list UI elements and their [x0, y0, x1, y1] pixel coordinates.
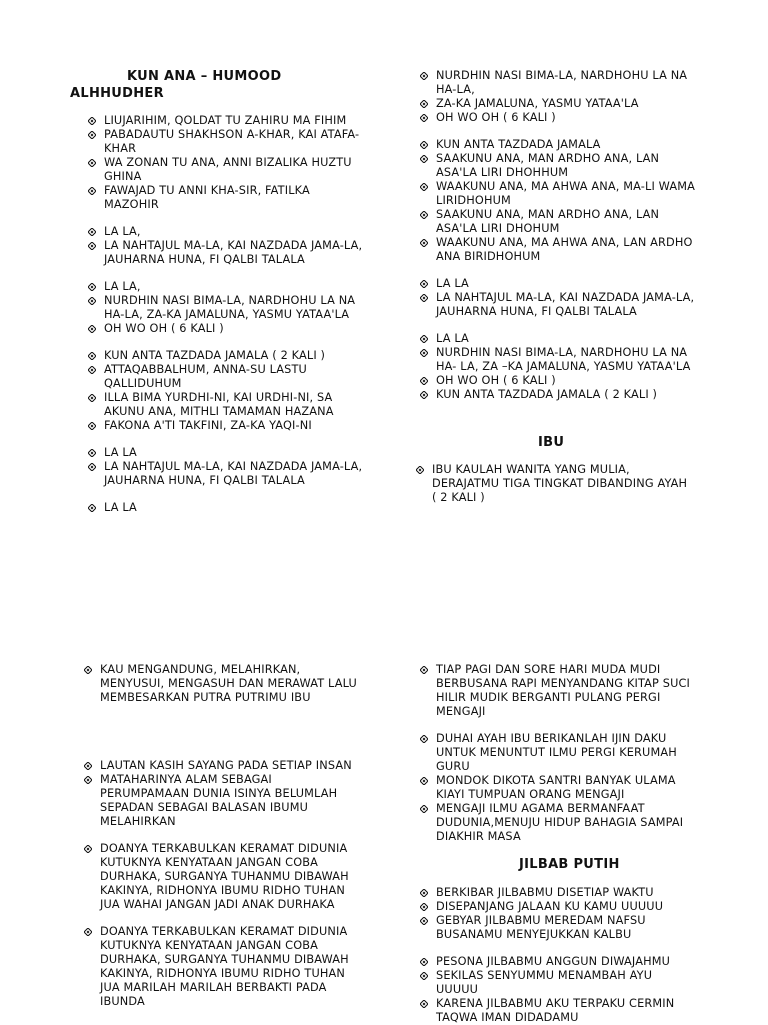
diamond-bullet-icon: [88, 352, 96, 360]
lyric-line: OH WO OH ( 6 KALI ): [436, 111, 556, 124]
lyrics-list: [414, 463, 724, 505]
diamond-bullet-icon: [420, 735, 428, 743]
list-item: [86, 184, 386, 212]
list-item: [82, 773, 382, 829]
lyric-line: WA ZONAN TU ANA, ANNI BIZALIKA HUZTU GHINA: [104, 156, 352, 183]
list-item: [86, 114, 386, 128]
lyric-line: DISEPANJANG JALAAN KU KAMU UUUUU: [436, 900, 664, 913]
list-item: [418, 332, 718, 346]
diamond-bullet-icon: [88, 504, 96, 512]
diamond-bullet-icon: [420, 666, 428, 674]
diamond-bullet-icon: [420, 100, 428, 108]
lyric-line: TIAP PAGI DAN SORE HARI MUDA MUDI BERBUSANA RAPI MENYANDANG KITAP SUCI HILIR MUDIK BERGANTI PULANG PERGI MENGAJI: [436, 663, 691, 718]
lyric-line: LAUTAN KASIH SAYANG PADA SETIAP INSAN: [100, 759, 352, 772]
song-title-ibu: IBU: [538, 435, 565, 450]
diamond-bullet-icon: [420, 972, 428, 980]
lyric-line: FAWAJAD TU ANNI KHA-SIR, FATILKA MAZOHIR: [104, 184, 310, 211]
list-item: [418, 802, 718, 844]
list-item: [82, 925, 382, 1009]
list-item: [82, 663, 382, 705]
diamond-bullet-icon: [420, 211, 428, 219]
lyric-line: WAAKUNU ANA, MA AHWA ANA, MA-LI WAMA LIRIDHOHUM: [436, 180, 696, 207]
diamond-bullet-icon: [420, 917, 428, 925]
list-item: [86, 501, 386, 515]
lyric-line: LA NAHTAJUL MA-LA, KAI NAZDADA JAMA-LA, JAUHARNA HUNA, FI QALBI TALALA: [104, 239, 363, 266]
diamond-bullet-icon: [84, 845, 92, 853]
list-item: [86, 363, 386, 391]
diamond-bullet-icon: [88, 394, 96, 402]
diamond-bullet-icon: [420, 72, 428, 80]
diamond-bullet-icon: [420, 805, 428, 813]
list-item: [418, 97, 718, 111]
list-item: [418, 886, 718, 900]
list-item: [418, 388, 718, 402]
diamond-bullet-icon: [420, 903, 428, 911]
list-item: [418, 774, 718, 802]
lyrics-column-jilbab: [418, 886, 718, 1025]
list-item: [86, 128, 386, 156]
diamond-bullet-icon: [88, 131, 96, 139]
list-item: [86, 446, 386, 460]
list-item: [418, 346, 718, 374]
diamond-bullet-icon: [420, 294, 428, 302]
list-item: [86, 349, 386, 363]
lyrics-column-p2-right: [418, 663, 718, 844]
lyric-line: DUHAI AYAH IBU BERIKANLAH IJIN DAKU UNTUK MENUNTUT ILMU PERGI KERUMAH GURU: [436, 732, 677, 773]
lyrics-list: [418, 663, 718, 844]
lyrics-list: [82, 663, 382, 1009]
diamond-bullet-icon: [88, 366, 96, 374]
diamond-bullet-icon: [88, 463, 96, 471]
lyric-line: SAAKUNU ANA, MAN ARDHO ANA, LAN ASA'LA LIRI DHOHHUM: [436, 152, 660, 179]
list-item: [418, 914, 718, 942]
diamond-bullet-icon: [420, 377, 428, 385]
diamond-bullet-icon: [88, 228, 96, 236]
lyric-line: LA NAHTAJUL MA-LA, KAI NAZDADA JAMA-LA, JAUHARNA HUNA, FI QALBI TALALA: [104, 460, 363, 487]
lyric-line: LA LA: [436, 332, 469, 345]
list-item: [418, 277, 718, 291]
lyric-line: PESONA JILBABMU ANGGUN DIWAJAHMU: [436, 955, 671, 968]
lyrics-column-p1-left: [86, 114, 386, 515]
list-item: [418, 152, 718, 180]
list-item: [86, 294, 386, 322]
list-item: [418, 663, 718, 719]
list-item: [418, 900, 718, 914]
lyrics-column-p1-right: [418, 69, 718, 402]
lyric-line: LA LA: [104, 501, 137, 514]
lyrics-column-ibu: [414, 463, 724, 505]
diamond-bullet-icon: [420, 114, 428, 122]
diamond-bullet-icon: [420, 889, 428, 897]
lyric-line: GEBYAR JILBABMU MEREDAM NAFSU BUSANAMU MENYEJUKKAN KALBU: [436, 914, 646, 941]
lyrics-column-p2-left: [82, 663, 382, 1009]
lyric-line: KUN ANTA TAZDADA JAMALA ( 2 KALI ): [436, 388, 658, 401]
diamond-bullet-icon: [420, 280, 428, 288]
list-item: [418, 111, 718, 125]
list-item: [418, 997, 718, 1025]
diamond-bullet-icon: [84, 666, 92, 674]
diamond-bullet-icon: [84, 928, 92, 936]
lyrics-list: [418, 886, 718, 1025]
diamond-bullet-icon: [88, 297, 96, 305]
diamond-bullet-icon: [88, 449, 96, 457]
list-item: [418, 732, 718, 774]
lyric-line: IBU KAULAH WANITA YANG MULIA, DERAJATMU TIGA TINGKAT DIBANDING AYAH ( 2 KALI ): [432, 463, 688, 504]
lyric-line: OH WO OH ( 6 KALI ): [436, 374, 556, 387]
lyric-line: LA LA: [436, 277, 469, 290]
lyric-line: ILLA BIMA YURDHI-NI, KAI URDHI-NI, SA AKUNU ANA, MITHLI TAMAMAN HAZANA: [104, 391, 334, 418]
list-item: [86, 322, 386, 336]
lyric-line: NURDHIN NASI BIMA-LA, NARDHOHU LA NA HA- LA, ZA –KA JAMALUNA, YASMU YATAA'LA: [436, 346, 691, 373]
list-item: [86, 156, 386, 184]
lyric-line: SAAKUNU ANA, MAN ARDHO ANA, LAN ASA'LA LIRI DHOHUM: [436, 208, 660, 235]
list-item: [418, 955, 718, 969]
diamond-bullet-icon: [420, 239, 428, 247]
lyric-line: LA NAHTAJUL MA-LA, KAI NAZDADA JAMA-LA, JAUHARNA HUNA, FI QALBI TALALA: [436, 291, 695, 318]
list-item: [418, 291, 718, 319]
lyric-line: MENGAJI ILMU AGAMA BERMANFAAT DUDUNIA,MENUJU HIDUP BAHAGIA SAMPAI DIAKHIR MASA: [436, 802, 684, 843]
diamond-bullet-icon: [420, 958, 428, 966]
diamond-bullet-icon: [420, 391, 428, 399]
lyric-line: KARENA JILBABMU AKU TERPAKU CERMIN TAQWA IMAN DIDADAMU: [436, 997, 675, 1024]
lyrics-list: [418, 69, 718, 402]
lyric-line: FAKONA A'TI TAKFINI, ZA-KA YAQI-NI: [104, 419, 312, 432]
diamond-bullet-icon: [88, 325, 96, 333]
list-item: [418, 208, 718, 236]
diamond-bullet-icon: [416, 466, 424, 474]
lyric-line: NURDHIN NASI BIMA-LA, NARDHOHU LA NA HA-LA, ZA-KA JAMALUNA, YASMU YATAA'LA: [104, 294, 356, 321]
list-item: [418, 969, 718, 997]
diamond-bullet-icon: [420, 335, 428, 343]
list-item: [86, 239, 386, 267]
diamond-bullet-icon: [88, 283, 96, 291]
diamond-bullet-icon: [420, 183, 428, 191]
lyric-line: BERKIBAR JILBABMU DISETIAP WAKTU: [436, 886, 654, 899]
list-item: [86, 391, 386, 419]
diamond-bullet-icon: [420, 349, 428, 357]
lyric-line: ZA-KA JAMALUNA, YASMU YATAA'LA: [436, 97, 639, 110]
diamond-bullet-icon: [88, 422, 96, 430]
diamond-bullet-icon: [420, 1000, 428, 1008]
diamond-bullet-icon: [84, 762, 92, 770]
diamond-bullet-icon: [420, 141, 428, 149]
lyric-line: LA LA: [104, 446, 137, 459]
list-item: [414, 463, 724, 505]
diamond-bullet-icon: [420, 777, 428, 785]
lyric-line: OH WO OH ( 6 KALI ): [104, 322, 224, 335]
list-item: [86, 280, 386, 294]
diamond-bullet-icon: [88, 117, 96, 125]
list-item: [86, 225, 386, 239]
lyric-line: KUN ANTA TAZDADA JAMALA ( 2 KALI ): [104, 349, 326, 362]
lyrics-list: [86, 114, 386, 515]
lyric-line: LA LA,: [104, 225, 141, 238]
diamond-bullet-icon: [88, 187, 96, 195]
lyric-line: NURDHIN NASI BIMA-LA, NARDHOHU LA NA HA-LA,: [436, 69, 688, 96]
diamond-bullet-icon: [88, 242, 96, 250]
song-title-kun-ana-artist: ALHHUDHER: [70, 86, 164, 101]
list-item: [418, 180, 718, 208]
list-item: [418, 236, 718, 264]
diamond-bullet-icon: [420, 155, 428, 163]
song-title-kun-ana: KUN ANA – HUMOOD: [127, 69, 282, 84]
lyric-line: MONDOK DIKOTA SANTRI BANYAK ULAMA KIAYI TUMPUAN ORANG MENGAJI: [436, 774, 676, 801]
list-item: [418, 374, 718, 388]
lyric-line: LIUJARIHIM, QOLDAT TU ZAHIRU MA FIHIM: [104, 114, 347, 127]
list-item: [82, 842, 382, 912]
lyric-line: MATAHARINYA ALAM SEBAGAI PERUMPAMAAN DUNIA ISINYA BELUMLAH SEPADAN SEBAGAI BALASAN IBUMU MELAHIRKAN: [100, 773, 338, 828]
lyric-line: DOANYA TERKABULKAN KERAMAT DIDUNIA KUTUKNYA KENYATAAN JANGAN COBA DURHAKA, SURGANYA TUHANMU DIBAWAH KAKINYA, RIDHONYA IBUMU RIDHO TUHAN JUA MARILAH MARILAH BERBAKTI PADA IBUNDA: [100, 925, 349, 1008]
lyric-line: DOANYA TERKABULKAN KERAMAT DIDUNIA KUTUKNYA KENYATAAN JANGAN COBA DURHAKA, SURGANYA TUHANMU DIBAWAH KAKINYA, RIDHONYA IBUMU RIDHO TUHAN JUA WAHAI JANGAN JADI ANAK DURHAKA: [100, 842, 349, 911]
list-item: [86, 460, 386, 488]
song-title-jilbab-putih: JILBAB PUTIH: [519, 857, 620, 872]
lyric-line: KAU MENGANDUNG, MELAHIRKAN, MENYUSUI, MENGASUH DAN MERAWAT LALU MEMBESARKAN PUTRA PUTRIMU IBU: [100, 663, 357, 704]
lyric-line: ATTAQABBALHUM, ANNA-SU LASTU QALLIDUHUM: [104, 363, 307, 390]
list-item: [86, 419, 386, 433]
list-item: [82, 759, 382, 773]
list-item: [418, 69, 718, 97]
diamond-bullet-icon: [84, 776, 92, 784]
lyric-line: WAAKUNU ANA, MA AHWA ANA, LAN ARDHO ANA BIRIDHOHUM: [436, 236, 693, 263]
list-item: [418, 138, 718, 152]
lyric-line: PABADAUTU SHAKHSON A-KHAR, KAI ATAFA- KHAR: [104, 128, 360, 155]
lyric-line: KUN ANTA TAZDADA JAMALA: [436, 138, 601, 151]
lyric-line: SEKILAS SENYUMMU MENAMBAH AYU UUUUU: [436, 969, 653, 996]
lyric-line: LA LA,: [104, 280, 141, 293]
diamond-bullet-icon: [88, 159, 96, 167]
